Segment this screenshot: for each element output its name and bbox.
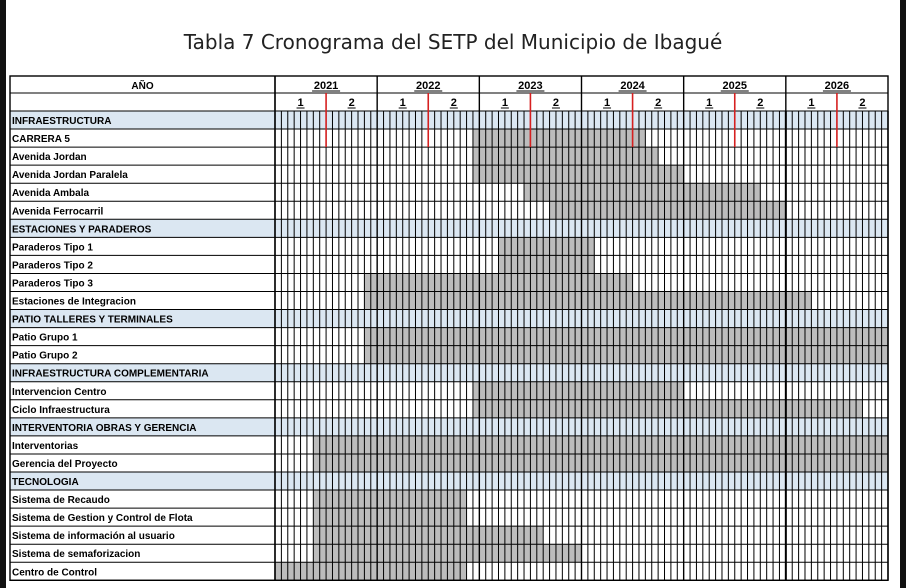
year-label: 2022 bbox=[416, 80, 441, 92]
activity-label: Paraderos Tipo 2 bbox=[12, 260, 93, 272]
year-label: 2026 bbox=[824, 80, 850, 92]
activity-label: CARRERA 5 bbox=[12, 134, 70, 146]
activity-label: Ciclo Infraestructura bbox=[12, 404, 110, 416]
activity-label: Avenida Jordan bbox=[12, 152, 87, 164]
semester-label: 2 bbox=[859, 97, 866, 109]
activity-label: Patio Grupo 2 bbox=[12, 350, 78, 362]
header-label: AÑO bbox=[131, 81, 154, 92]
section-label: INTERVENTORIA OBRAS Y GERENCIA bbox=[12, 422, 197, 434]
activity-label: Interventorias bbox=[12, 440, 79, 452]
semester-label: 2 bbox=[552, 97, 560, 109]
semester-label: 1 bbox=[501, 97, 508, 109]
schedule-bar bbox=[473, 147, 658, 165]
section-label: TECNOLOGIA bbox=[12, 477, 79, 488]
year-label: 2024 bbox=[620, 80, 645, 92]
semester-label: 2 bbox=[655, 97, 662, 109]
activity-label: Avenida Jordan Paralela bbox=[12, 170, 128, 182]
activity-label: Sistema de información al usuario bbox=[12, 531, 175, 543]
year-label: 2025 bbox=[722, 80, 747, 92]
semester-label: 2 bbox=[450, 97, 457, 109]
section-label: ESTACIONES Y PARADEROS bbox=[12, 224, 152, 236]
activity-label: Avenida Ferrocarril bbox=[12, 206, 104, 218]
semester-label: 1 bbox=[603, 97, 611, 109]
schedule-bar bbox=[550, 201, 786, 219]
section-label: INFRAESTRUCTURA bbox=[12, 116, 112, 127]
activity-label: Centro de Control bbox=[12, 567, 97, 579]
semester-label: 2 bbox=[348, 97, 355, 109]
schedule-bar bbox=[473, 400, 863, 418]
year-label: 2021 bbox=[313, 80, 339, 92]
activity-label: Sistema de semaforizacion bbox=[12, 549, 141, 561]
activity-label: Estaciones de Integracion bbox=[12, 296, 136, 308]
semester-label: 1 bbox=[297, 97, 304, 109]
semester-label: 1 bbox=[808, 97, 815, 109]
table-title: Tabla 7 Cronograma del SETP del Municipio de Ibagué bbox=[183, 30, 723, 54]
schedule-bar bbox=[498, 255, 594, 273]
year-label: 2023 bbox=[518, 80, 543, 92]
activity-label: Avenida Ambala bbox=[12, 188, 90, 200]
schedule-bar bbox=[498, 237, 594, 255]
section-row-bg bbox=[10, 111, 888, 129]
schedule-bar bbox=[524, 183, 760, 201]
section-row-bg bbox=[10, 472, 888, 490]
activity-label: Paraderos Tipo 1 bbox=[12, 242, 93, 254]
semester-label: 1 bbox=[399, 97, 406, 109]
section-label: PATIO TALLERES Y TERMINALES bbox=[12, 314, 173, 326]
activity-label: Paraderos Tipo 3 bbox=[12, 278, 93, 290]
activity-label: Sistema de Recaudo bbox=[12, 495, 110, 507]
activity-label: Gerencia del Proyecto bbox=[12, 458, 118, 470]
activity-label: Intervencion Centro bbox=[12, 386, 107, 398]
semester-label: 2 bbox=[757, 97, 764, 109]
activity-label: Sistema de Gestion y Control de Flota bbox=[12, 513, 193, 525]
semester-label: 1 bbox=[706, 97, 713, 109]
section-label: INFRAESTRUCTURA COMPLEMENTARIA bbox=[12, 368, 209, 380]
activity-label: Patio Grupo 1 bbox=[12, 332, 78, 344]
